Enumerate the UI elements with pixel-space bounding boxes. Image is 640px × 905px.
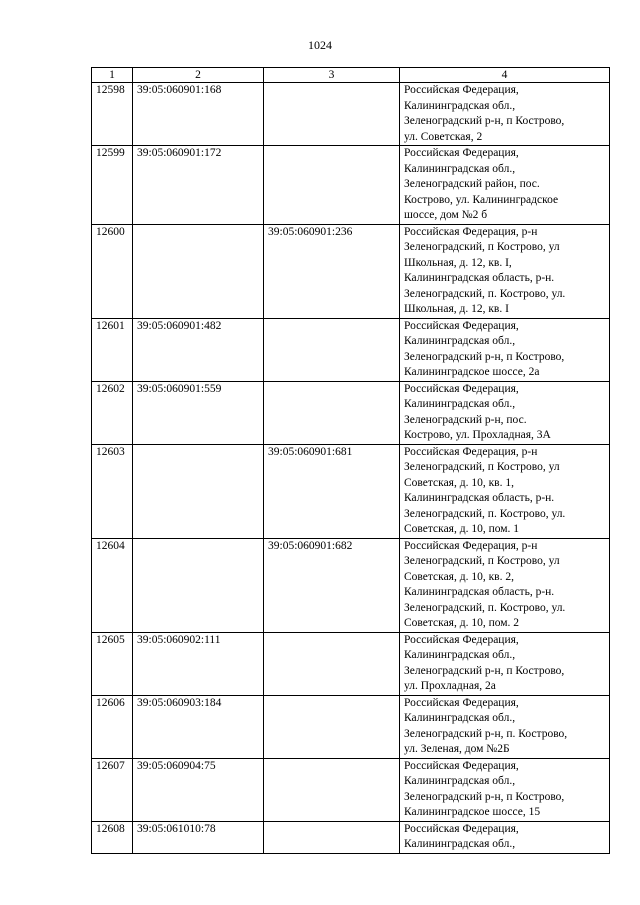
address-line: Калининградская область, р-н. bbox=[404, 272, 555, 284]
cadastral-number-2-cell bbox=[264, 632, 400, 695]
cadastral-number-cell bbox=[133, 444, 264, 538]
row-number-cell: 12604 bbox=[92, 538, 133, 632]
table-row bbox=[92, 821, 610, 853]
address-line: Школьная, д. 12, кв. I, bbox=[404, 256, 512, 269]
cadastral-number-cell bbox=[133, 538, 264, 632]
address-line: Зеленоградский р-н, пос. bbox=[404, 413, 527, 426]
table-row bbox=[92, 318, 610, 381]
address-line: Советская, д. 10, пом. 1 bbox=[404, 523, 520, 535]
address-line: Зеленоградский, п Кострово, ул bbox=[404, 555, 560, 567]
row-number-cell: 12607 bbox=[92, 758, 133, 821]
address-line: Советская, д. 10, пом. 2 bbox=[404, 617, 520, 629]
address-line: Зеленоградский, п Кострово, ул bbox=[404, 461, 560, 473]
cadastral-number-2-cell bbox=[264, 146, 400, 225]
address-line: Российская Федерация, bbox=[404, 759, 519, 772]
address-line: Российская Федерация, bbox=[404, 319, 519, 332]
cadastral-number-2-cell: 39:05:060901:236 bbox=[264, 224, 400, 318]
cadastral-number-cell: 39:05:060901:172 bbox=[133, 146, 264, 225]
table-row bbox=[92, 83, 610, 146]
table-row bbox=[92, 632, 610, 695]
table-row bbox=[92, 538, 610, 632]
address-line: Зеленоградский р-н, п Кострово, bbox=[404, 115, 565, 127]
header-col-1: 1 bbox=[92, 68, 133, 83]
row-number-cell: 12602 bbox=[92, 381, 133, 444]
cadastral-number-cell bbox=[133, 224, 264, 318]
address-line: ул. Зеленая, дом №2Б bbox=[404, 743, 510, 755]
address-line: ул. Прохладная, 2а bbox=[404, 680, 496, 692]
address-cell bbox=[400, 83, 610, 146]
cadastral-number-cell: 39:05:060902:111 bbox=[133, 632, 264, 695]
address-line: Российская Федерация, р-н bbox=[404, 445, 538, 458]
address-line: Зеленоградский р-н, п Кострово, bbox=[404, 790, 565, 803]
page-number: 1024 bbox=[308, 38, 332, 52]
row-number-cell: 12608 bbox=[92, 821, 133, 853]
address-line: Российская Федерация, р-н bbox=[404, 539, 538, 552]
address-line: Российская Федерация, bbox=[404, 696, 519, 709]
header-col-3: 3 bbox=[264, 68, 400, 83]
header-row bbox=[92, 68, 610, 83]
cadastral-number-cell: 39:05:061010:78 bbox=[133, 821, 264, 853]
header-col-2: 2 bbox=[133, 68, 264, 83]
row-number-cell: 12605 bbox=[92, 632, 133, 695]
address-line: Зеленоградский район, пос. bbox=[404, 178, 540, 190]
address-line: Калининградская область, р-н. bbox=[404, 492, 555, 504]
cadastral-number-cell: 39:05:060901:168 bbox=[133, 83, 264, 146]
address-cell bbox=[400, 695, 610, 758]
address-line: Зеленоградский, п. Кострово, ул. bbox=[404, 287, 566, 300]
address-line: Зеленоградский, п Кострово, ул bbox=[404, 241, 560, 253]
address-line: Зеленоградский, п. Кострово, ул. bbox=[404, 601, 566, 614]
header-col-4: 4 bbox=[400, 68, 610, 83]
row-number-cell: 12601 bbox=[92, 318, 133, 381]
address-cell bbox=[400, 821, 610, 853]
address-cell bbox=[400, 224, 610, 318]
cadastral-number-cell: 39:05:060904:75 bbox=[133, 758, 264, 821]
address-line: Российская Федерация, bbox=[404, 382, 519, 395]
address-line: Калининградская обл., bbox=[404, 712, 516, 724]
table-row bbox=[92, 444, 610, 538]
address-line: ул. Советская, 2 bbox=[404, 130, 483, 143]
registry-table bbox=[91, 67, 610, 854]
address-line: Школьная, д. 12, кв. I bbox=[404, 303, 509, 315]
address-line: Российская Федерация, р-н bbox=[404, 225, 538, 238]
address-line: Калининградская обл., bbox=[404, 398, 516, 410]
address-line: Зеленоградский р-н, п Кострово, bbox=[404, 350, 565, 363]
table-header bbox=[92, 68, 610, 83]
address-cell bbox=[400, 758, 610, 821]
address-line: шоссе, дом №2 б bbox=[404, 209, 488, 221]
cadastral-number-2-cell bbox=[264, 381, 400, 444]
row-number-cell: 12603 bbox=[92, 444, 133, 538]
table-row bbox=[92, 381, 610, 444]
table-row bbox=[92, 758, 610, 821]
address-line: Российская Федерация, bbox=[404, 147, 519, 159]
cadastral-number-2-cell: 39:05:060901:681 bbox=[264, 444, 400, 538]
address-cell bbox=[400, 318, 610, 381]
address-line: Советская, д. 10, кв. 2, bbox=[404, 570, 514, 583]
cadastral-number-2-cell bbox=[264, 83, 400, 146]
cadastral-number-cell: 39:05:060901:482 bbox=[133, 318, 264, 381]
table-row bbox=[92, 695, 610, 758]
cadastral-number-2-cell bbox=[264, 318, 400, 381]
cadastral-number-cell: 39:05:060901:559 bbox=[133, 381, 264, 444]
address-line: Калининградское шоссе, 2а bbox=[404, 366, 540, 378]
address-line: Калининградская обл., bbox=[404, 775, 516, 787]
cadastral-number-2-cell bbox=[264, 695, 400, 758]
address-line: Кострово, ул. Калининградское bbox=[404, 193, 559, 206]
table-body bbox=[92, 83, 610, 854]
cadastral-number-2-cell: 39:05:060901:682 bbox=[264, 538, 400, 632]
cadastral-number-2-cell bbox=[264, 758, 400, 821]
address-line: Калининградская обл., bbox=[404, 162, 516, 175]
address-cell bbox=[400, 146, 610, 225]
cadastral-number-2-cell bbox=[264, 821, 400, 853]
address-line: Зеленоградский р-н, п. Кострово, bbox=[404, 727, 568, 740]
cadastral-number-cell: 39:05:060903:184 bbox=[133, 695, 264, 758]
address-line: Калининградская обл., bbox=[404, 838, 516, 850]
row-number-cell: 12599 bbox=[92, 146, 133, 225]
address-line: Российская Федерация, bbox=[404, 633, 519, 646]
address-line: Российская Федерация, bbox=[404, 822, 519, 835]
address-line: Кострово, ул. Прохладная, 3А bbox=[404, 429, 551, 441]
address-line: Калининградская область, р-н. bbox=[404, 586, 555, 598]
table-row bbox=[92, 146, 610, 225]
address-line: Калининградская обл., bbox=[404, 99, 516, 112]
address-cell bbox=[400, 381, 610, 444]
table-row bbox=[92, 224, 610, 318]
address-line: Калининградская обл., bbox=[404, 335, 516, 347]
address-line: Зеленоградский, п. Кострово, ул. bbox=[404, 507, 566, 520]
address-cell bbox=[400, 538, 610, 632]
address-cell bbox=[400, 444, 610, 538]
row-number-cell: 12600 bbox=[92, 224, 133, 318]
row-number-cell: 12606 bbox=[92, 695, 133, 758]
address-line: Калининградское шоссе, 15 bbox=[404, 806, 541, 818]
row-number-cell: 12598 bbox=[92, 83, 133, 146]
address-line: Советская, д. 10, кв. 1, bbox=[404, 476, 514, 489]
address-line: Российская Федерация, bbox=[404, 84, 519, 96]
address-line: Калининградская обл., bbox=[404, 649, 516, 661]
address-cell bbox=[400, 632, 610, 695]
address-line: Зеленоградский р-н, п Кострово, bbox=[404, 664, 565, 677]
